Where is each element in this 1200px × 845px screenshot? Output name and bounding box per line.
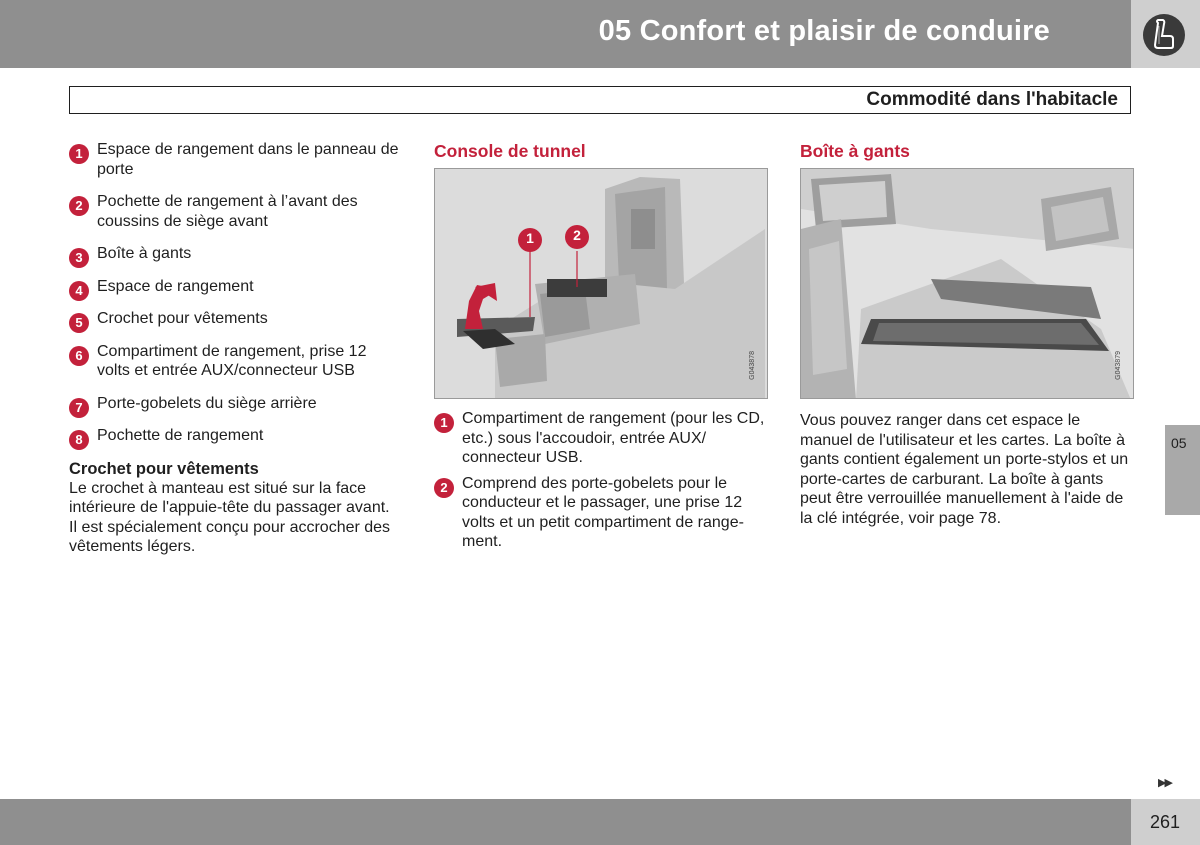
list-item-text: Pochette de rangement à l’avant des coussins de siège avant: [97, 193, 358, 230]
list-item: [69, 277, 399, 297]
list-item-text: Compartiment de rangement (pour les CD, etc.) sous l'accoudoir, entrée AUX/ connecteur USB.: [462, 410, 765, 466]
list-item: [69, 244, 399, 264]
list-item: [434, 474, 769, 552]
coat-hook-heading: Crochet pour vêtements: [69, 459, 259, 478]
console-list: [434, 409, 769, 552]
number-badge: 5: [69, 313, 89, 333]
number-badge: 1: [69, 144, 89, 164]
seat-icon: [1143, 14, 1185, 56]
storage-list: [69, 140, 399, 446]
list-item: [69, 426, 399, 446]
number-badge: 2: [434, 478, 454, 498]
number-badge: 8: [69, 430, 89, 450]
glovebox-paragraph: Vous pouvez ranger dans cet espace le manuel de l'utilisateur et les cartes. La boîte à gants contient également un porte-stylos et un porte-cartes de carburant. La boîte à gants peut être verrouillée manuellement à l'aide de la clé intégrée, voir page 78.: [800, 412, 1129, 527]
section-header-box: [69, 86, 1131, 114]
list-item: [69, 342, 399, 381]
glovebox-illustration: [800, 168, 1134, 399]
list-item-text: Porte-gobelets du siège arrière: [97, 394, 317, 412]
number-badge: 1: [434, 413, 454, 433]
section-title: Commodité dans l'habitacle: [866, 89, 1118, 110]
tunnel-console-illustration: [434, 168, 768, 399]
chapter-title: 05 Confort et plaisir de conduire: [598, 15, 1050, 47]
side-tab-label: 05: [1171, 435, 1187, 451]
list-item-text: Comprend des porte-gobelets pour le conducteur et le passager, une prise 12 volts et un petit compartiment de range- ment.: [462, 474, 744, 550]
number-badge: 6: [69, 346, 89, 366]
callout-2: 2: [573, 227, 581, 243]
list-item: [69, 140, 399, 179]
page-number: 261: [1150, 812, 1181, 832]
number-badge: 4: [69, 281, 89, 301]
tunnel-console-heading: Console de tunnel: [434, 141, 586, 161]
list-item-text: Compartiment de rangement, prise 12 volts et entrée AUX/connecteur USB: [97, 342, 367, 379]
list-item: [69, 309, 399, 329]
number-badge: 7: [69, 398, 89, 418]
middle-column: [434, 140, 769, 558]
list-item: [434, 409, 769, 468]
number-badge: 3: [69, 248, 89, 268]
figure-code: G043878: [749, 351, 756, 380]
callout-1: 1: [526, 230, 534, 246]
figure-code: G043879: [1115, 351, 1122, 380]
list-item-text: Espace de rangement: [97, 277, 254, 295]
list-item-text: Boîte à gants: [97, 245, 192, 262]
list-item-text: Espace de rangement dans le panneau de porte: [97, 141, 399, 178]
double-chevron-right-icon[interactable]: ▶▶: [1158, 777, 1171, 789]
number-badge: 2: [69, 196, 89, 216]
chapter-side-tab[interactable]: [1165, 425, 1200, 515]
list-item-text: Pochette de rangement: [97, 427, 264, 444]
list-item: [69, 394, 399, 414]
header-bar: [0, 0, 1131, 68]
list-item: [69, 192, 399, 231]
coat-hook-paragraph: Le crochet à manteau est situé sur la face intérieure de l'appuie-tête du passager avant. Il est spécialement conçu pour accrocher des vêtements légers.: [69, 479, 391, 555]
footer-bar: [0, 799, 1131, 845]
left-column: [69, 140, 399, 557]
glovebox-heading: Boîte à gants: [800, 141, 910, 161]
right-column: [800, 140, 1134, 528]
list-item-text: Crochet pour vêtements: [97, 310, 268, 327]
